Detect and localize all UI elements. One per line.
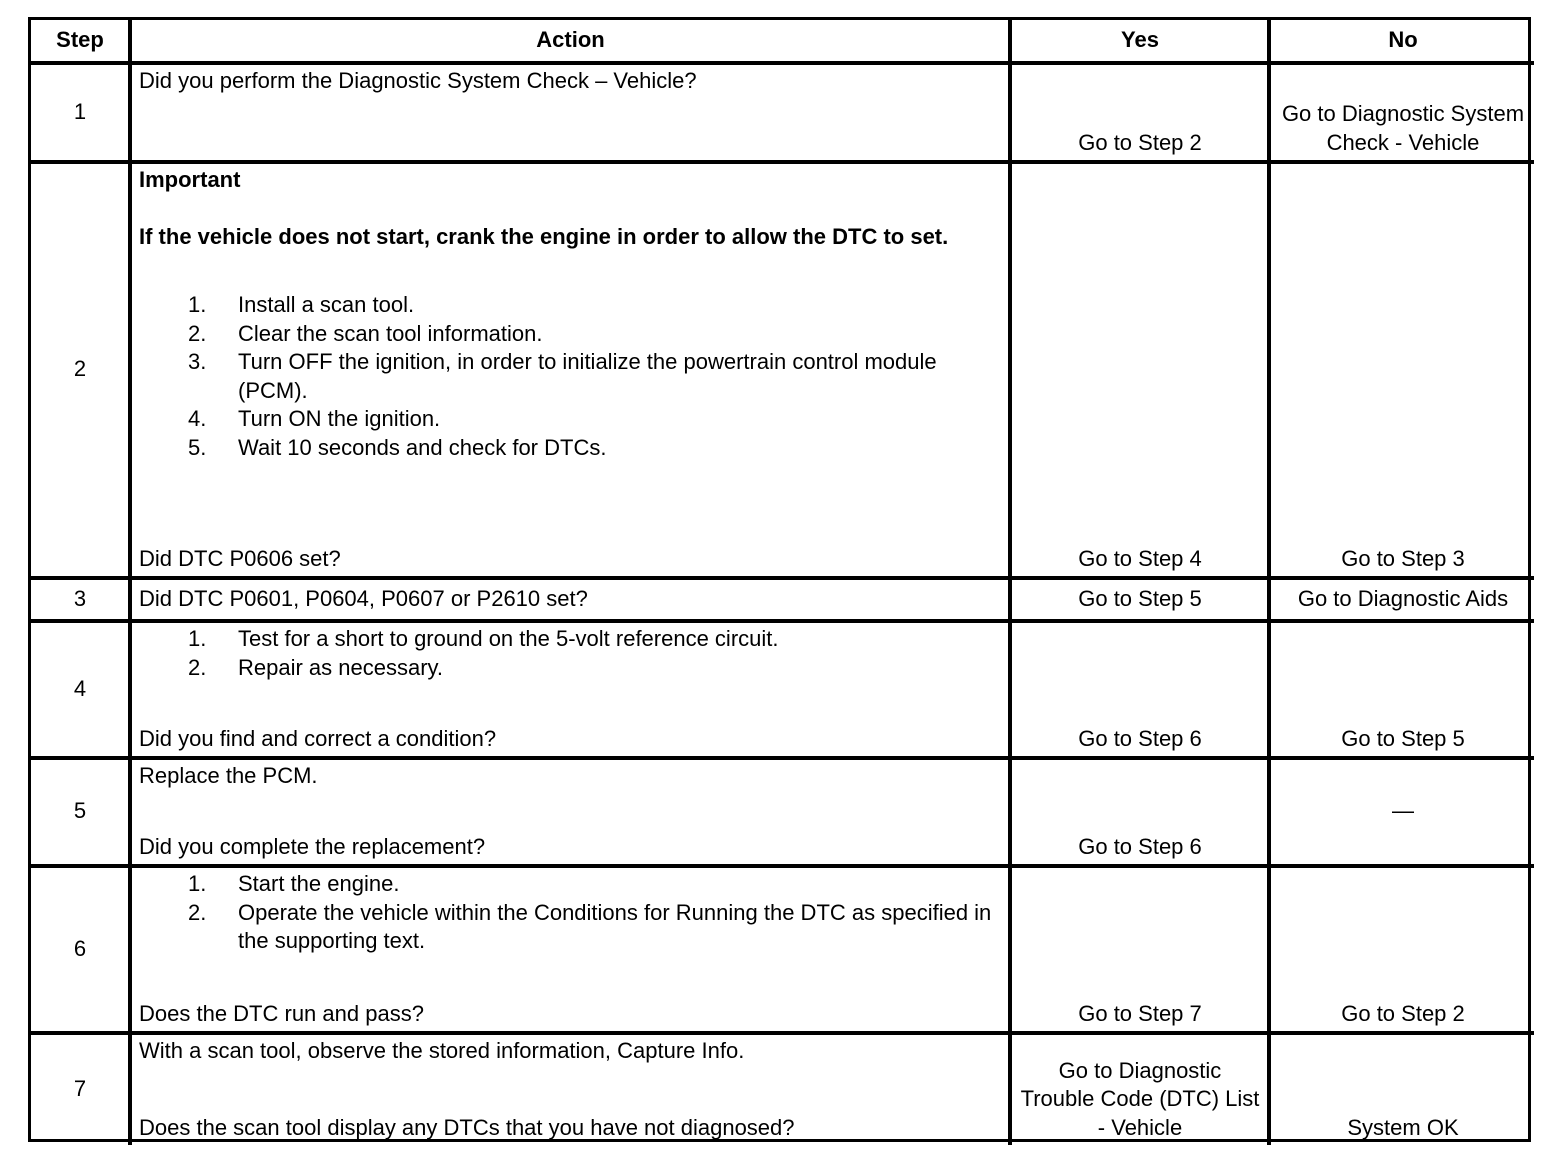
no-cell: — [1271, 760, 1534, 868]
step-number: 2 [31, 164, 132, 580]
important-label: Important [139, 167, 241, 192]
list-item [188, 625, 1002, 654]
list-item-number: 2. [188, 899, 207, 925]
action-instruction: With a scan tool, observe the stored information, Capture Info. [139, 1038, 745, 1063]
diagnostic-table [28, 17, 1531, 1142]
no-cell: Go to Step 5 [1271, 623, 1534, 760]
step-number: 7 [31, 1035, 132, 1145]
list-item-number: 1. [188, 871, 207, 896]
list-item-number: 2. [188, 654, 207, 680]
header-yes: Yes [1012, 20, 1271, 65]
header-step: Step [31, 20, 132, 65]
action-instruction: Replace the PCM. [139, 763, 318, 788]
action-body [139, 166, 1002, 462]
action-cell [132, 164, 1012, 580]
action-cell [132, 868, 1012, 1035]
no-cell: Go to Step 2 [1271, 868, 1534, 1035]
yes-cell: Go to Step 2 [1012, 65, 1271, 164]
header-no: No [1271, 20, 1534, 65]
action-cell [132, 623, 1012, 760]
no-cell: Go to Diagnostic Aids [1271, 580, 1534, 623]
procedure-list [139, 291, 1002, 462]
list-item-number: 3. [188, 349, 207, 374]
no-cell: Go to Diagnostic System Check - Vehicle [1271, 65, 1534, 164]
list-item-text: Turn ON the ignition. [238, 406, 441, 431]
yes-cell: Go to Step 4 [1012, 164, 1271, 580]
list-item-text: Clear the scan tool information. [238, 320, 543, 346]
yes-cell: Go to Diagnostic Trouble Code (DTC) List - Vehicle [1012, 1035, 1271, 1145]
no-cell: System OK [1347, 1114, 1459, 1140]
list-item [188, 654, 1002, 683]
action-question: Did you complete the replacement? [139, 833, 486, 859]
step-number: 1 [31, 65, 132, 164]
list-item-text: Start the engine. [238, 871, 400, 896]
yes-cell: Go to Step 6 [1012, 760, 1271, 868]
yes-cell: Go to Step 6 [1012, 623, 1271, 760]
action-question: Did you perform the Diagnostic System Check – Vehicle? [139, 68, 697, 93]
action-cell [132, 580, 1012, 623]
action-question: Did DTC P0606 set? [139, 545, 341, 571]
header-action: Action [132, 20, 1012, 65]
no-cell: Go to Step 3 [1271, 164, 1534, 580]
list-item-number: 5. [188, 434, 207, 460]
step-number: 4 [31, 623, 132, 760]
list-item-number: 4. [188, 406, 207, 431]
list-item-text: Install a scan tool. [238, 292, 415, 317]
step-number: 5 [31, 760, 132, 868]
list-item [188, 348, 1002, 405]
list-item [188, 434, 1002, 463]
yes-cell: Go to Step 5 [1012, 580, 1271, 623]
procedure-list [139, 625, 1002, 682]
yes-cell: Go to Step 7 [1012, 868, 1271, 1035]
list-item-number: 1. [188, 292, 207, 317]
list-item-number: 2. [188, 320, 207, 346]
step-number: 6 [31, 868, 132, 1035]
list-item-number: 1. [188, 626, 207, 651]
step-number: 3 [31, 580, 132, 623]
list-item [188, 899, 1002, 956]
action-cell [132, 65, 1012, 164]
action-cell [132, 1035, 1012, 1145]
action-question: Does the DTC run and pass? [139, 1000, 424, 1026]
list-item-text: Operate the vehicle within the Conditions for Running the DTC as specified in the supporting text. [238, 899, 992, 953]
list-item-text: Wait 10 seconds and check for DTCs. [238, 434, 607, 460]
list-item-text: Turn OFF the ignition, in order to initialize the powertrain control module (PCM). [238, 349, 937, 403]
action-question: Did DTC P0601, P0604, P0607 or P2610 set? [139, 585, 588, 611]
list-item [188, 405, 1002, 434]
list-item [188, 291, 1002, 320]
important-text: If the vehicle does not start, crank the engine in order to allow the DTC to set. [139, 223, 949, 249]
procedure-list [139, 870, 1002, 956]
action-question: Did you find and correct a condition? [139, 725, 497, 751]
list-item [188, 870, 1002, 899]
list-item-text: Repair as necessary. [238, 654, 444, 680]
list-item [188, 320, 1002, 349]
action-cell [132, 760, 1012, 868]
action-question: Does the scan tool display any DTCs that you have not diagnosed? [139, 1114, 795, 1140]
list-item-text: Test for a short to ground on the 5-volt reference circuit. [238, 626, 779, 651]
